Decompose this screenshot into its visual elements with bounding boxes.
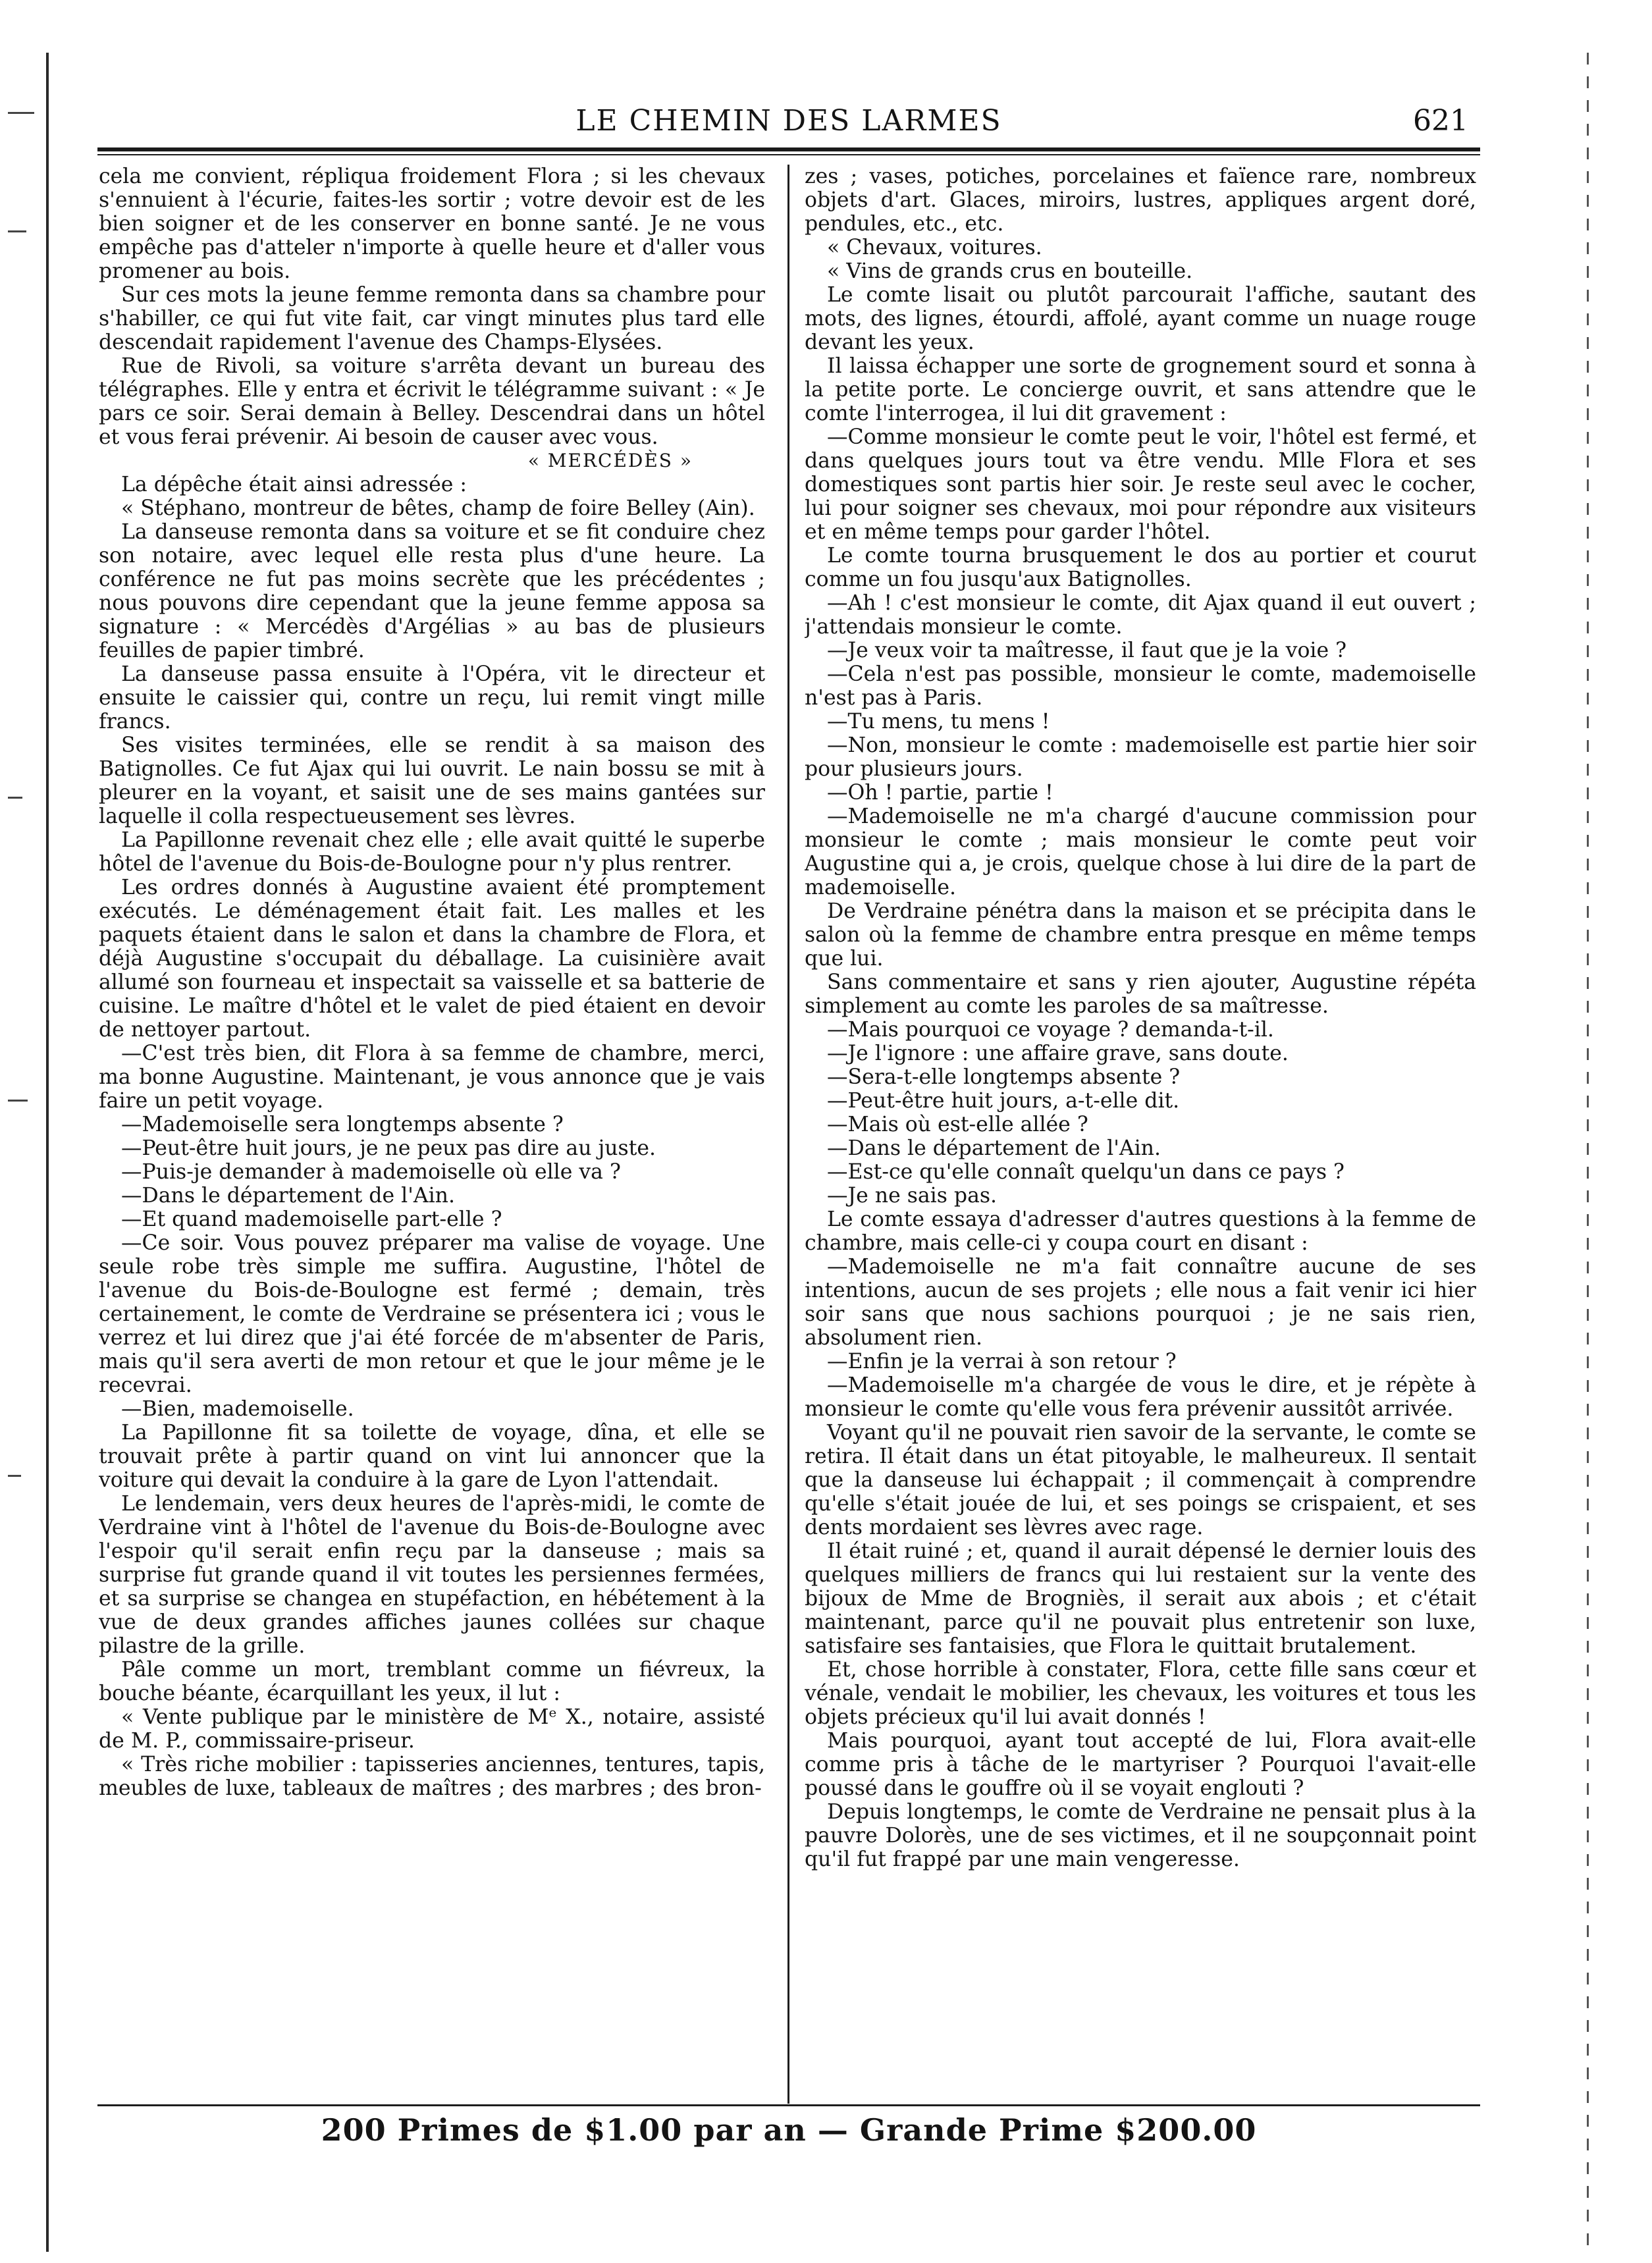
page-binding-edge: [46, 53, 49, 2252]
paragraph: La danseuse remonta dans sa voiture et se fit conduire chez son notaire, avec lequel elle resta plus d'une heure. La conférence ne fut pas moins secrète que les précédentes ; nous pouvons dire cependant que la jeune femme apposa sa signature : « Mercédès d'Argélias » au bas de plusieurs feuilles de papier timbré.: [99, 520, 765, 662]
paragraph: Depuis longtemps, le comte de Verdraine ne pensait plus à la pauvre Dolorès, une de ses victimes, et il ne soupçonnait point qu'il fut frappé par une main vengeresse.: [805, 1800, 1476, 1871]
paragraph: —Oh ! partie, partie !: [827, 781, 1053, 805]
paragraph: —Peut-être huit jours, je ne peux pas dire au juste.: [121, 1136, 656, 1160]
paragraph: —Mademoiselle m'a chargée de vous le dire, et je répète à monsieur le comte qu'elle vous fera prévenir aussitôt arrivée.: [805, 1373, 1476, 1421]
paragraph: —Mais où est-elle allée ?: [827, 1113, 1088, 1136]
paragraph: Le comte essaya d'adresser d'autres questions à la femme de chambre, mais celle-ci y coupa court en disant :: [805, 1208, 1476, 1255]
paragraph: zes ; vases, potiches, porcelaines et faïence rare, nombreux objets d'art. Glaces, miroirs, lustres, appliques argent doré, pendules, etc., etc.: [805, 165, 1476, 236]
paragraph: —Mademoiselle ne m'a fait connaître aucune de ses intentions, aucun de ses projets ; elle nous a fait venir ici hier soir sans que nous sachions pourquoi ; je ne sais rien, absolument rien.: [805, 1255, 1476, 1350]
paragraph: —Puis-je demander à mademoiselle où elle va ?: [121, 1160, 621, 1184]
paragraph: Les ordres donnés à Augustine avaient été promptement exécutés. Le déménagement était fait. Les malles et les paquets étaient dans le salon et dans la chambre de Flora, et déjà Augustine s'occupait du déballage. La cuisinière avait allumé son fourneau et inspectait sa vaisselle et sa batterie de cuisine. Le maître d'hôtel et le valet de pied étaient en devoir de nettoyer partout.: [99, 876, 765, 1042]
paragraph: —Je ne sais pas.: [827, 1184, 998, 1208]
paragraph: —Peut-être huit jours, a-t-elle dit.: [827, 1089, 1180, 1113]
paragraph: Le comte lisait ou plutôt parcourait l'affiche, sautant des mots, des lignes, étourdi, affolé, ayant comme un nuage rouge devant les yeux.: [805, 283, 1476, 354]
paragraph: —Je l'ignore : une affaire grave, sans doute.: [827, 1042, 1289, 1065]
paragraph: —Non, monsieur le comte : mademoiselle est partie hier soir pour plusieurs jours.: [805, 733, 1476, 781]
paragraph: —Mais pourquoi ce voyage ? demanda-t-il.: [827, 1018, 1274, 1042]
footer-rule: [97, 2104, 1480, 2106]
paragraph: —Enfin je la verrai à son retour ?: [827, 1350, 1177, 1373]
column-divider: [787, 165, 789, 2104]
paragraph: Rue de Rivoli, sa voiture s'arrêta devant un bureau des télégraphes. Elle y entra et écrivit le télégramme suivant : « Je pars ce soir. Serai demain à Belley. Descendrai dans un hôtel et vous ferai prévenir. Ai besoin de causer avec vous.: [99, 354, 765, 449]
paragraph: —Mademoiselle sera longtemps absente ?: [121, 1113, 564, 1136]
paragraph: La Papillonne fit sa toilette de voyage, dîna, et elle se trouvait prête à partir quand on vint lui annoncer que la voiture qui devait la conduire à la gare de Lyon l'attendait.: [99, 1421, 765, 1492]
paragraph: La Papillonne revenait chez elle ; elle avait quitté le superbe hôtel de l'avenue du Bois-de-Boulogne pour n'y plus rentrer.: [99, 828, 765, 876]
paragraph: —Cela n'est pas possible, monsieur le comte, mademoiselle n'est pas à Paris.: [805, 662, 1476, 710]
paragraph: —Dans le département de l'Ain.: [827, 1136, 1161, 1160]
paragraph: Il laissa échapper une sorte de grognement sourd et sonna à la petite porte. Le concierge ouvrit, et sans attendre que le comte l'interrogea, il lui dit gravement :: [805, 354, 1476, 425]
paragraph: —Sera-t-elle longtemps absente ?: [827, 1065, 1181, 1089]
paragraph: Ses visites terminées, elle se rendit à sa maison des Batignolles. Ce fut Ajax qui lui ouvrit. Le nain bossu se mit à pleurer en la voyant, et saisit une de ses mains gantées sur laquelle il colla respectueusement ses lèvres.: [99, 733, 765, 828]
paragraph: —Je veux voir ta maîtresse, il faut que je la voie ?: [827, 639, 1347, 662]
paragraph: cela me convient, répliqua froidement Flora ; si les chevaux s'ennuient à l'écurie, faites-les sortir ; votre devoir est de les bien soigner et de les conserver en bonne santé. Je ne vous empêche pas d'atteler n'importe à quelle heure et d'aller vous promener au bois.: [99, 165, 765, 283]
paragraph: « Très riche mobilier : tapisseries anciennes, tentures, tapis, meubles de luxe, tableaux de maîtres ; des marbres ; des bron-: [99, 1753, 765, 1800]
paragraph: « Stéphano, montreur de bêtes, champ de foire Belley (Ain).: [121, 496, 755, 520]
paragraph: Et, chose horrible à constater, Flora, cette fille sans cœur et vénale, vendait le mobilier, les chevaux, les voitures et tous les objets précieux qu'il lui avait donnés !: [805, 1658, 1476, 1729]
left-column: [99, 165, 765, 2074]
page-right-edge: [1587, 53, 1589, 2252]
paragraph: Le comte tourna brusquement le dos au portier et courut comme un fou jusqu'aux Batignolles.: [805, 544, 1476, 591]
paragraph: La danseuse passa ensuite à l'Opéra, vit le directeur et ensuite le caissier qui, contre un reçu, lui remit vingt mille francs.: [99, 662, 765, 733]
paragraph: —Est-ce qu'elle connaît quelqu'un dans ce pays ?: [827, 1160, 1345, 1184]
paragraph: —Mademoiselle ne m'a chargé d'aucune commission pour monsieur le comte ; mais monsieur le comte peut voir Augustine qui a, je crois, quelque chose à lui dire de la part de mademoiselle.: [805, 805, 1476, 899]
paragraph: « MERCÉDÈS »: [527, 450, 693, 471]
binding-stitch-marks: [8, 59, 41, 2232]
running-title: LE CHEMIN DES LARMES: [575, 104, 1002, 138]
paragraph: —C'est très bien, dit Flora à sa femme de chambre, merci, ma bonne Augustine. Maintenant, je vous annonce que je vais faire un petit voyage.: [99, 1042, 765, 1113]
paragraph: —Bien, mademoiselle.: [121, 1397, 354, 1421]
paragraph: Pâle comme un mort, tremblant comme un fiévreux, la bouche béante, écarquillant les yeux, il lut :: [99, 1658, 765, 1705]
paragraph: —Dans le département de l'Ain.: [121, 1184, 455, 1208]
paragraph: De Verdraine pénétra dans la maison et se précipita dans le salon où la femme de chambre entra presque en même temps que lui.: [805, 899, 1476, 971]
paragraph: Sur ces mots la jeune femme remonta dans sa chambre pour s'habiller, ce qui fut vite fait, car vingt minutes plus tard elle descendait rapidement l'avenue des Champs-Elysées.: [99, 283, 765, 354]
paragraph: —Et quand mademoiselle part-elle ?: [121, 1208, 502, 1231]
paragraph: Mais pourquoi, ayant tout accepté de lui, Flora avait-elle comme pris à tâche de le martyriser ? Pourquoi l'avait-elle poussé dans le gouffre où il se voyait englouti ?: [805, 1729, 1476, 1800]
paragraph: « Vins de grands crus en bouteille.: [827, 259, 1193, 283]
paragraph: « Vente publique par le ministère de Mᵉ X., notaire, assisté de M. P., commissaire-priseur.: [99, 1705, 765, 1753]
paragraph: —Ce soir. Vous pouvez préparer ma valise de voyage. Une seule robe très simple me suffira. Augustine, l'hôtel de l'avenue du Bois-de-Boulogne est fermé ; demain, très certainement, le comte de Verdraine se présentera ici ; vous le verrez et lui direz que j'ai été forcée de m'absenter de Paris, mais qu'il sera averti de mon retour et que le jour même je le recevrai.: [99, 1231, 765, 1397]
paragraph: « Chevaux, voitures.: [827, 236, 1042, 259]
paragraph: —Tu mens, tu mens !: [827, 710, 1050, 733]
paragraph: Il était ruiné ; et, quand il aurait dépensé le dernier louis des quelques milliers de francs qui lui restaient sur la vente des bijoux de Mme de Brogniès, il serait aux abois ; et c'était maintenant, parce qu'il ne pouvait plus entretenir son luxe, satisfaire ses fantaisies, que Flora le quittait brutalement.: [805, 1539, 1476, 1658]
paragraph: La dépêche était ainsi adressée :: [121, 473, 467, 496]
page-header: [97, 99, 1480, 145]
paragraph: —Comme monsieur le comte peut le voir, l'hôtel est fermé, et dans quelques jours tout va être vendu. Mlle Flora et ses domestiques sont partis hier soir. Je reste seul avec le cocher, lui pour soigner ses chevaux, moi pour répondre aux visiteurs et en même temps pour garder l'hôtel.: [805, 425, 1476, 544]
paragraph: —Ah ! c'est monsieur le comte, dit Ajax quand il eut ouvert ; j'attendais monsieur le comte.: [805, 591, 1476, 639]
paragraph: Le lendemain, vers deux heures de l'après-midi, le comte de Verdraine vint à l'hôtel de l'avenue du Bois-de-Boulogne avec l'espoir qu'il serait enfin reçu par la danseuse ; mais sa surprise fut grande quand il vit toutes les persiennes fermées, et sa surprise se changea en stupéfaction, en hébétement à la vue de deux grandes affiches jaunes collées sur chaque pilastre de la grille.: [99, 1492, 765, 1658]
paragraph: Voyant qu'il ne pouvait rien savoir de la servante, le comte se retira. Il était dans un état pitoyable, le malheureux. Il sentait que la danseuse lui échappait ; il commençait à comprendre qu'elle s'était jouée de lui, et ses poings se crispaient, et ses dents mordaient ses lèvres avec rage.: [805, 1421, 1476, 1539]
right-column: [805, 165, 1476, 2074]
header-rule: [97, 147, 1480, 155]
paragraph: Sans commentaire et sans y rien ajouter, Augustine répéta simplement au comte les paroles de sa maîtresse.: [805, 971, 1476, 1018]
page-number: 621: [1413, 104, 1468, 138]
footer-banner: 200 Primes de $1.00 par an — Grande Prime $200.00: [321, 2112, 1257, 2148]
